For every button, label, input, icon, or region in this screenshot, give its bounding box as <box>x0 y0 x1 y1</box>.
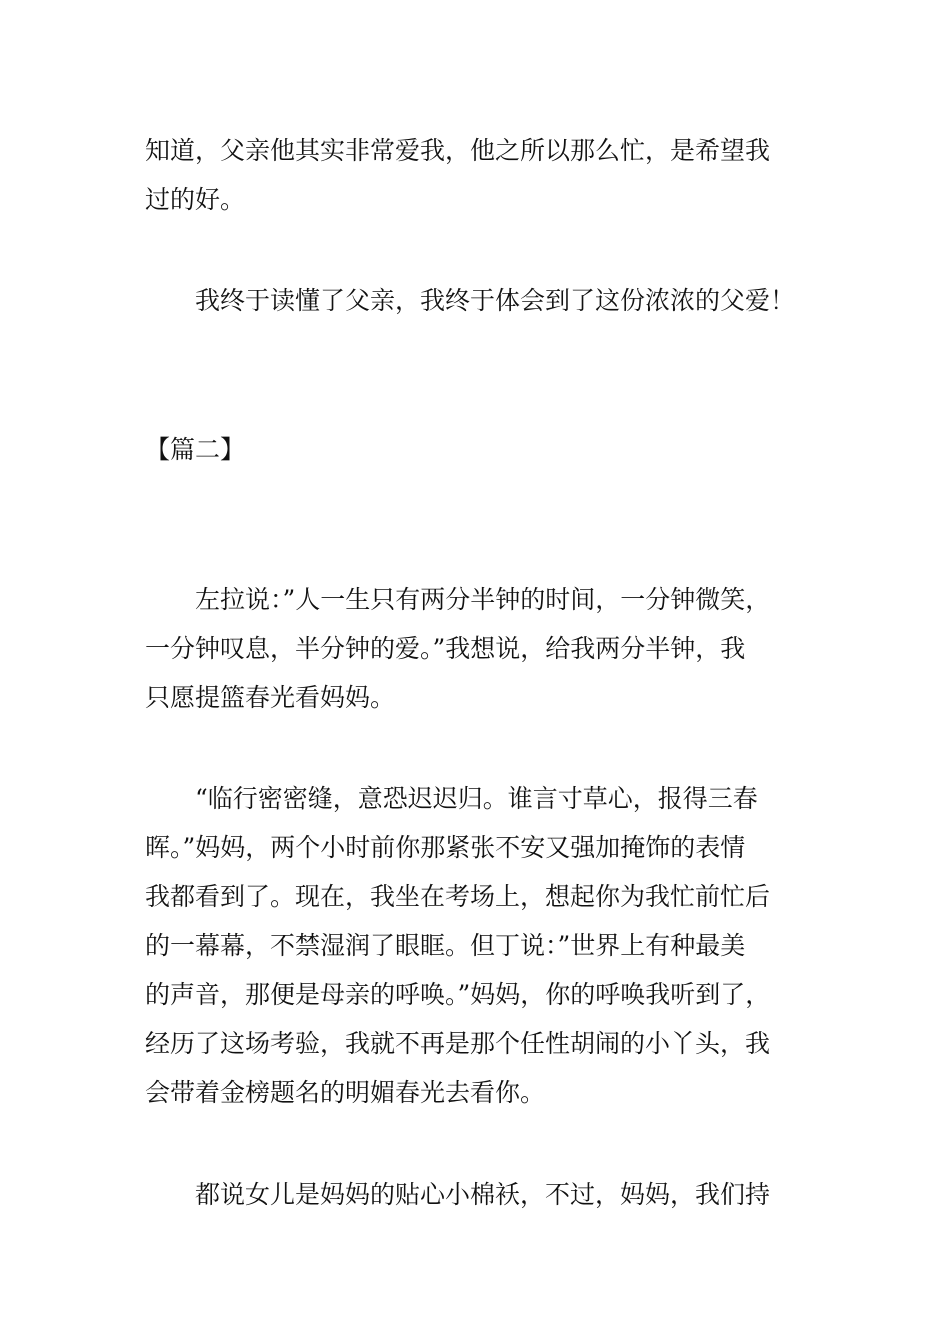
section-heading <box>145 425 810 474</box>
section-heading-text: 【篇二】 <box>145 435 246 464</box>
paragraph-1 <box>145 126 810 224</box>
paragraph-2 <box>145 276 810 325</box>
paragraph-line: 的一幕幕，不禁湿润了眼眶。但丁说：”世界上有种最美 <box>145 931 746 960</box>
paragraph-4 <box>145 774 810 1117</box>
paragraph-line: 一分钟叹息，半分钟的爱。”我想说，给我两分半钟，我 <box>145 634 746 663</box>
paragraph-line: 晖。”妈妈，两个小时前你那紧张不安又强加掩饰的表情 <box>145 833 746 862</box>
paragraph-line: “临行密密缝，意恐迟迟归。谁言寸草心，报得三春 <box>195 784 758 813</box>
paragraph-line: 都说女儿是妈妈的贴心小棉袄，不过，妈妈，我们持 <box>195 1180 771 1209</box>
paragraph-line: 经历了这场考验，我就不再是那个任性胡闹的小丫头，我 <box>145 1029 771 1058</box>
paragraph-line: 我终于读懂了父亲，我终于体会到了这份浓浓的父爱！ <box>195 286 796 315</box>
paragraph-line: 只愿提篮春光看妈妈。 <box>145 683 396 712</box>
paragraph-line: 会带着金榜题名的明媚春光去看你。 <box>145 1078 546 1107</box>
paragraph-line: 过的好。 <box>145 185 246 214</box>
paragraph-line: 知道，父亲他其实非常爱我，他之所以那么忙，是希望我 <box>145 136 771 165</box>
paragraph-line: 左拉说：”人一生只有两分半钟的时间，一分钟微笑， <box>195 585 771 614</box>
paragraph-line: 我都看到了。现在，我坐在考场上，想起你为我忙前忙后 <box>145 882 771 911</box>
paragraph-5 <box>145 1170 810 1219</box>
paragraph-3 <box>145 575 810 722</box>
paragraph-line: 的声音，那便是母亲的呼唤。”妈妈，你的呼唤我听到了， <box>145 980 771 1009</box>
